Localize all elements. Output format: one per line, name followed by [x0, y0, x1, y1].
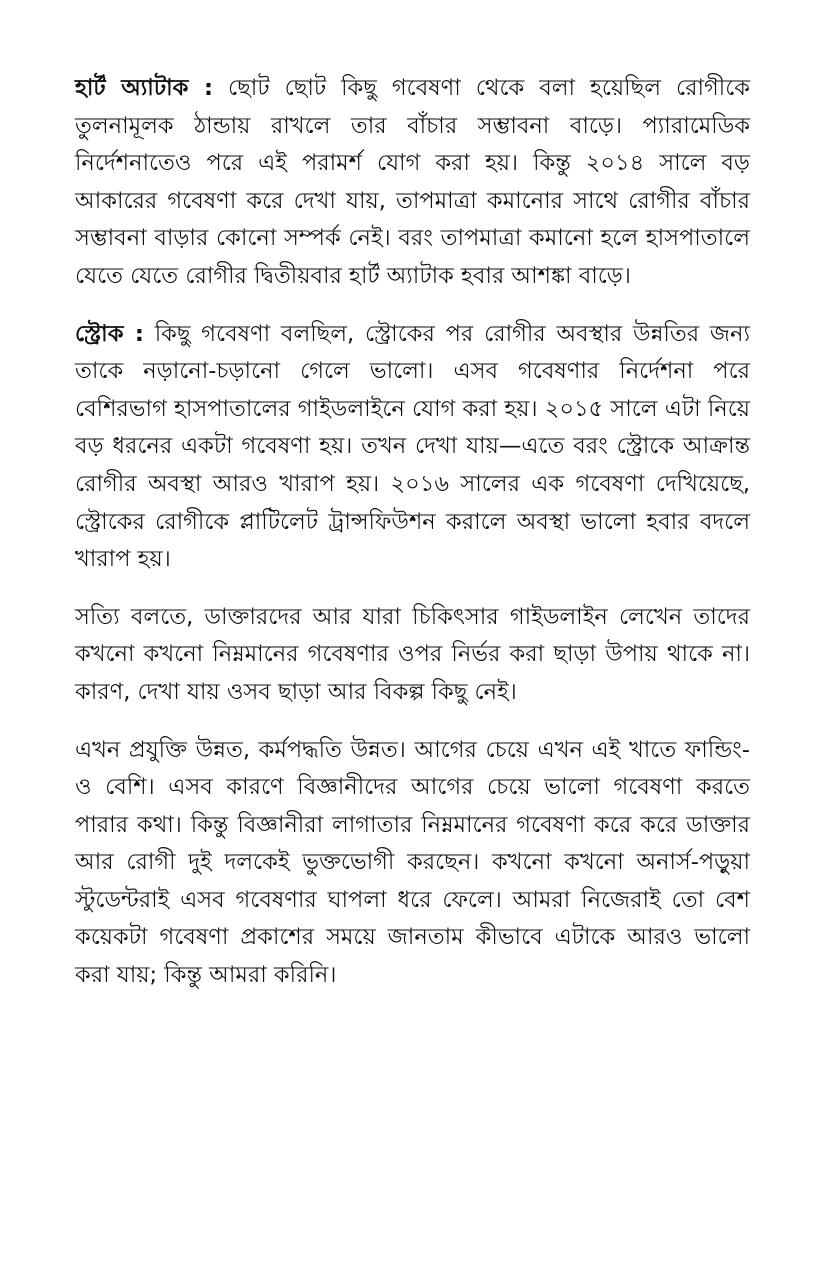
paragraph-heart-attack	[75, 70, 750, 296]
heading-stroke: স্ট্রোক :	[75, 320, 144, 347]
paragraph-technology-text: এখন প্রযুক্তি উন্নত, কর্মপদ্ধতি উন্নত। আগের চেয়ে এখন এই খাতে ফান্ডিং-ও বেশি। এসব কারণে বিজ্ঞানীদের আগের চেয়ে ভালো গবেষণা করতে পারার কথা। কিন্তু বিজ্ঞানীরা লাগাতার নিম্নমানের গবেষণা করে করে ডাক্তার আর রোগী দুই দলকেই ভুক্তভোগী করছেন। কখনো কখনো অনার্স-পড়ুয়া স্টুডেন্টরাই এসব গবেষণার ঘাপলা ধরে ফেলে। আমরা নিজেরাই তো বেশ কয়েকটা গবেষণা প্রকাশের সময়ে জানতাম কীভাবে এটাকে আরও ভালো করা যায়; কিন্তু আমরা করিনি।	[75, 736, 750, 989]
paragraph-guidelines-text: সত্যি বলতে, ডাক্তারদের আর যারা চিকিৎসার গাইডলাইন লেখেন তাদের কখনো কখনো নিম্নমানের গবেষণার ওপর নির্ভর করা ছাড়া উপায় থাকে না। কারণ, দেখা যায় ওসব ছাড়া আর বিকল্প কিছু নেই।	[75, 603, 750, 705]
paragraph-stroke-text: কিছু গবেষণা বলছিল, স্ট্রোকের পর রোগীর অবস্থার উন্নতির জন্য তাকে নড়ানো-চড়ানো গেলে ভালো। এসব গবেষণার নির্দেশনা পরে বেশিরভাগ হাসপাতালের গাইডলাইনে যোগ করা হয়। ২০১৫ সালে এটা নিয়ে বড় ধরনের একটা গবেষণা হয়। তখন দেখা যায়—এতে বরং স্ট্রোকে আক্রান্ত রোগীর অবস্থা আরও খারাপ হয়। ২০১৬ সালের এক গবেষণা দেখিয়েছে, স্ট্রোকের রোগীকে প্লাটিলেট ট্রান্সফিউশন করালে অবস্থা ভালো হবার বদলে খারাপ হয়।	[75, 320, 750, 573]
page-body	[75, 70, 750, 1015]
paragraph-heart-attack-text: ছোট ছোট কিছু গবেষণা থেকে বলা হয়েছিল রোগীকে তুলনামূলক ঠান্ডায় রাখলে তার বাঁচার সম্ভাবনা বাড়ে। প্যারামেডিক নির্দেশনাতেও পরে এই পরামর্শ যোগ করা হয়। কিন্তু ২০১৪ সালে বড় আকারের গবেষণা করে দেখা যায়, তাপমাত্রা কমানোর সাথে রোগীর বাঁচার সম্ভাবনা বাড়ার কোনো সম্পর্ক নেই। বরং তাপমাত্রা কমানো হলে হাসপাতালে যেতে যেতে রোগীর দ্বিতীয়বার হার্ট অ্যাটাক হবার আশঙ্কা বাড়ে।	[75, 75, 750, 289]
paragraph-technology	[75, 732, 750, 995]
heading-heart-attack: হার্ট অ্যাটাক :	[75, 75, 214, 101]
paragraph-stroke	[75, 316, 750, 579]
paragraph-guidelines	[75, 599, 750, 712]
